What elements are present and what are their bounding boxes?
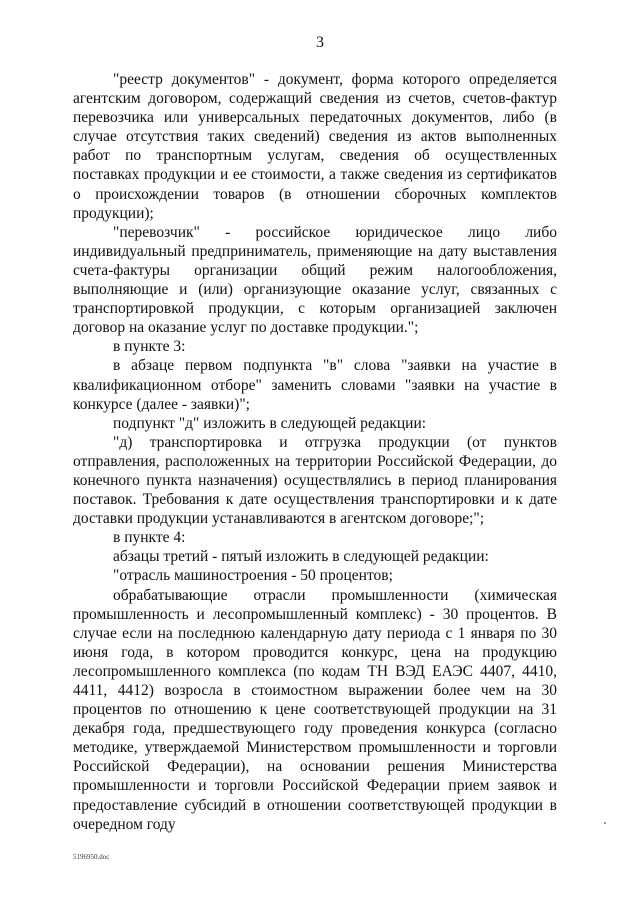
paragraph-paragraphs-3-5-heading: абзацы третий - пятый изложить в следующей редакции: (113, 548, 489, 566)
paragraph-point-3-heading: в пункте 3: (113, 338, 186, 356)
scan-artifact (604, 822, 606, 824)
paragraph-subpoint-d-heading: подпункт "д" изложить в следующей редакции: (113, 414, 427, 432)
paragraph-manufacturing-share: обрабатывающие отрасли промышленности (химическая промышленность и лесопромышленный комплекс) - 30 процентов. В случае если на последнюю календарную дату периода с 1 января по 30 июня года, в котором проводится конкурс, цена на продукцию лесопромышленного комплекса (по кодам ТН ВЭД ЕАЭС 4407, 4410, 4411, 4412) возросла в стоимостном выражении более чем на 30 процентов по отношению к цене соответствующей продукции на 31 декабря года, предшествующего году проведения конкурса (согласно методике, утверждаемой Министерством промышленности и торговли Российской Федерации), на основании решения Министерства промышленности и торговли Российской Федерации прием заявок и предоставление субсидий в отношении соответствующей продукции в очередном году (73, 586, 557, 833)
paragraph-subpoint-d-text: "д) транспортировка и отгрузка продукции (от пунктов отправления, расположенных на территории Российской Федерации, до конечного пункта назначения) осуществлялись в период планирования поставок. Требования к дате осуществления транспортировки и к дате доставки продукции устанавливаются в агентском договоре;"; (73, 433, 557, 528)
paragraph-carrier-definition: "перевозчик" - российское юридическое лицо либо индивидуальный предприниматель, применяющие на дату выставления счета-фактуры организации общий режим налогообложения, выполняющие и (или) организующие оказание услуг, связанных с транспортировкой продукции, с которым организацией заключен договор на оказание услуг по доставке продукции."; (73, 223, 557, 337)
page-number: 3 (316, 34, 324, 51)
paragraph-registry-definition: "реестр документов" - документ, форма которого определяется агентским договором, содержащий сведения из счетов, счетов-фактур перевозчика или универсальных передаточных документов, либо (в случае отсутствия таких сведений) сведения из актов выполненных работ по транспортным услугам, сведения об осуществленных поставках продукции и ее стоимости, а также сведения из сертификатов о происхождении товаров (в отношении сборочных комплектов продукции); (73, 71, 557, 222)
footer-doc-code: 5196950.doc (73, 853, 110, 861)
paragraph-point-4-heading: в пункте 4: (113, 529, 186, 547)
document-body (73, 70, 557, 834)
paragraph-machinery-share: "отрасль машиностроения - 50 процентов; (113, 567, 393, 585)
paragraph-subpoint-v-amendment: в абзаце первом подпункта "в" слова "заявки на участие в квалификационном отборе" заменить словами "заявки на участие в конкурсе (далее - заявки)"; (73, 357, 557, 413)
